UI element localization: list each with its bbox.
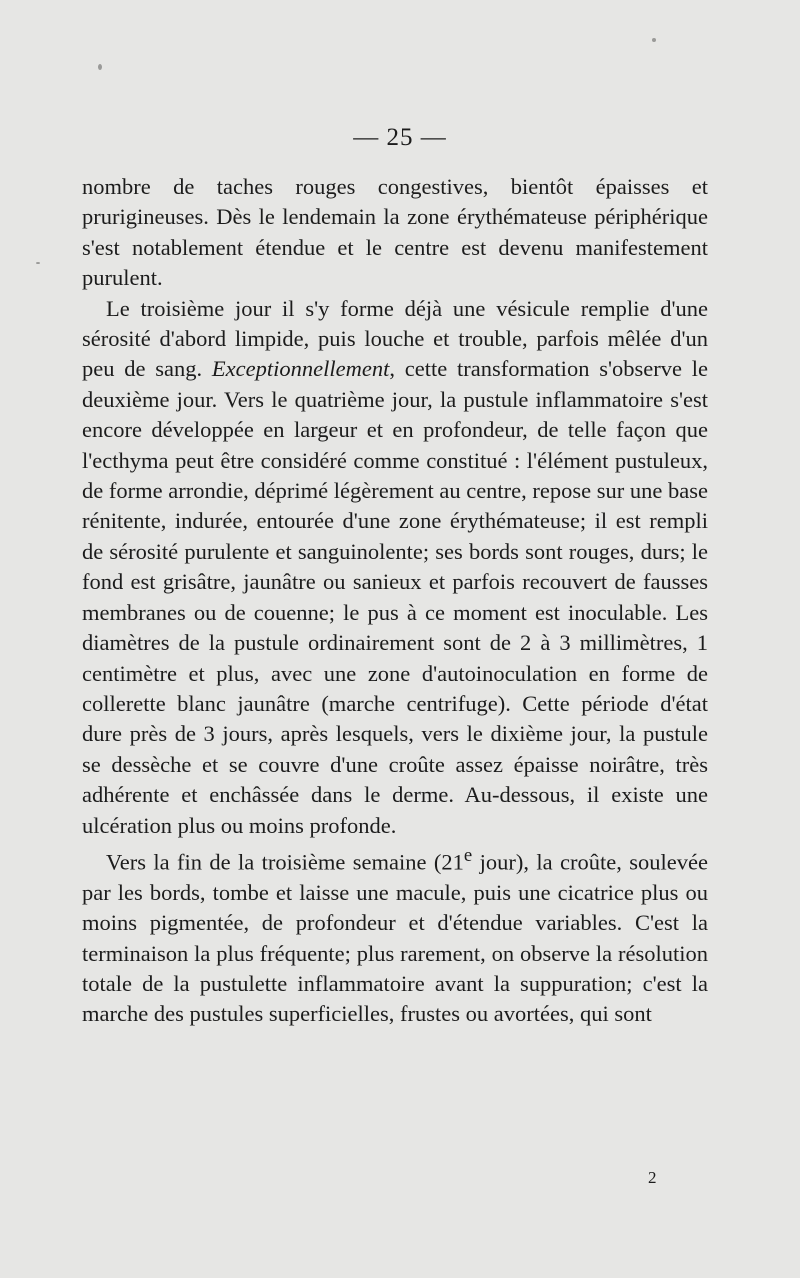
body-text — [82, 172, 708, 1030]
paper-speck — [652, 38, 656, 42]
paragraph-1: nombre de taches rouges congestives, bientôt épaisses et prurigineuses. Dès le lendemain la zone érythémateuse périphérique s'est notablement étendue et le centre est devenu manifestement purulent. — [82, 174, 708, 291]
paragraph-2 — [82, 294, 708, 841]
ordinal-superscript: e — [463, 844, 473, 866]
paragraph-3 — [82, 841, 708, 1030]
paragraph-2-text-end: , cette transformation s'observe le deuxième jour. Vers le quatrième jour, la pustule inflammatoire s'est encore développée en largeur et en profondeur, de telle façon que l'ecthyma peut être considéré comme constitué : l'élément pustuleux, de forme arrondie, déprimé légèrement au centre, repose sur une base rénitente, indurée, entourée d'une zone érythémateuse; il est rempli de sérosité purulente et sanguinolente; ses bords sont rouges, durs; le fond est grisâtre, jaunâtre ou sanieux et parfois recouvert de fausses membranes ou de couenne; le pus à ce moment est inoculable. Les diamètres de la pustule ordinairement sont de 2 à 3 millimètres, 1 centimètre et plus, avec une zone d'autoinoculation en forme de collerette blanc jaunâtre (marche centrifuge). Cette période d'état dure près de 3 jours, après lesquels, vers le dixième jour, la pustule se dessèche et se couvre d'une croûte assez épaisse noirâtre, très adhérente et enchâssée dans le derme. Au-dessous, il existe une ulcération plus ou moins profonde. — [82, 356, 709, 838]
paper-speck — [36, 262, 40, 264]
emphasized-word: Exceptionnellement — [211, 356, 390, 382]
paragraph-3-text-start: Vers la fin de la troisième semaine (21 — [106, 849, 464, 875]
paragraph-2-text-start: Le troisième jour il s'y forme déjà une vésicule remplie d'une sérosité d'abord limpide, puis louche et trouble, parfois mêlée d'un peu de sang. — [82, 295, 708, 382]
paper-speck — [98, 64, 102, 70]
signature-mark: 2 — [648, 1168, 657, 1187]
page-number: — 25 — — [353, 124, 447, 151]
paragraph-3-text-end: jour), la croûte, soulevée par les bords, tombe et laisse une macule, puis une cicatrice plus ou moins pigmentée, de profondeur et d'étendue variables. C'est la terminaison la plus fréquente; plus rarement, on observe la résolution totale de la pustulette inflammatoire avant la suppuration; c'est la marche des pustules superficielles, frustes ou avortées, qui sont — [82, 849, 708, 1027]
